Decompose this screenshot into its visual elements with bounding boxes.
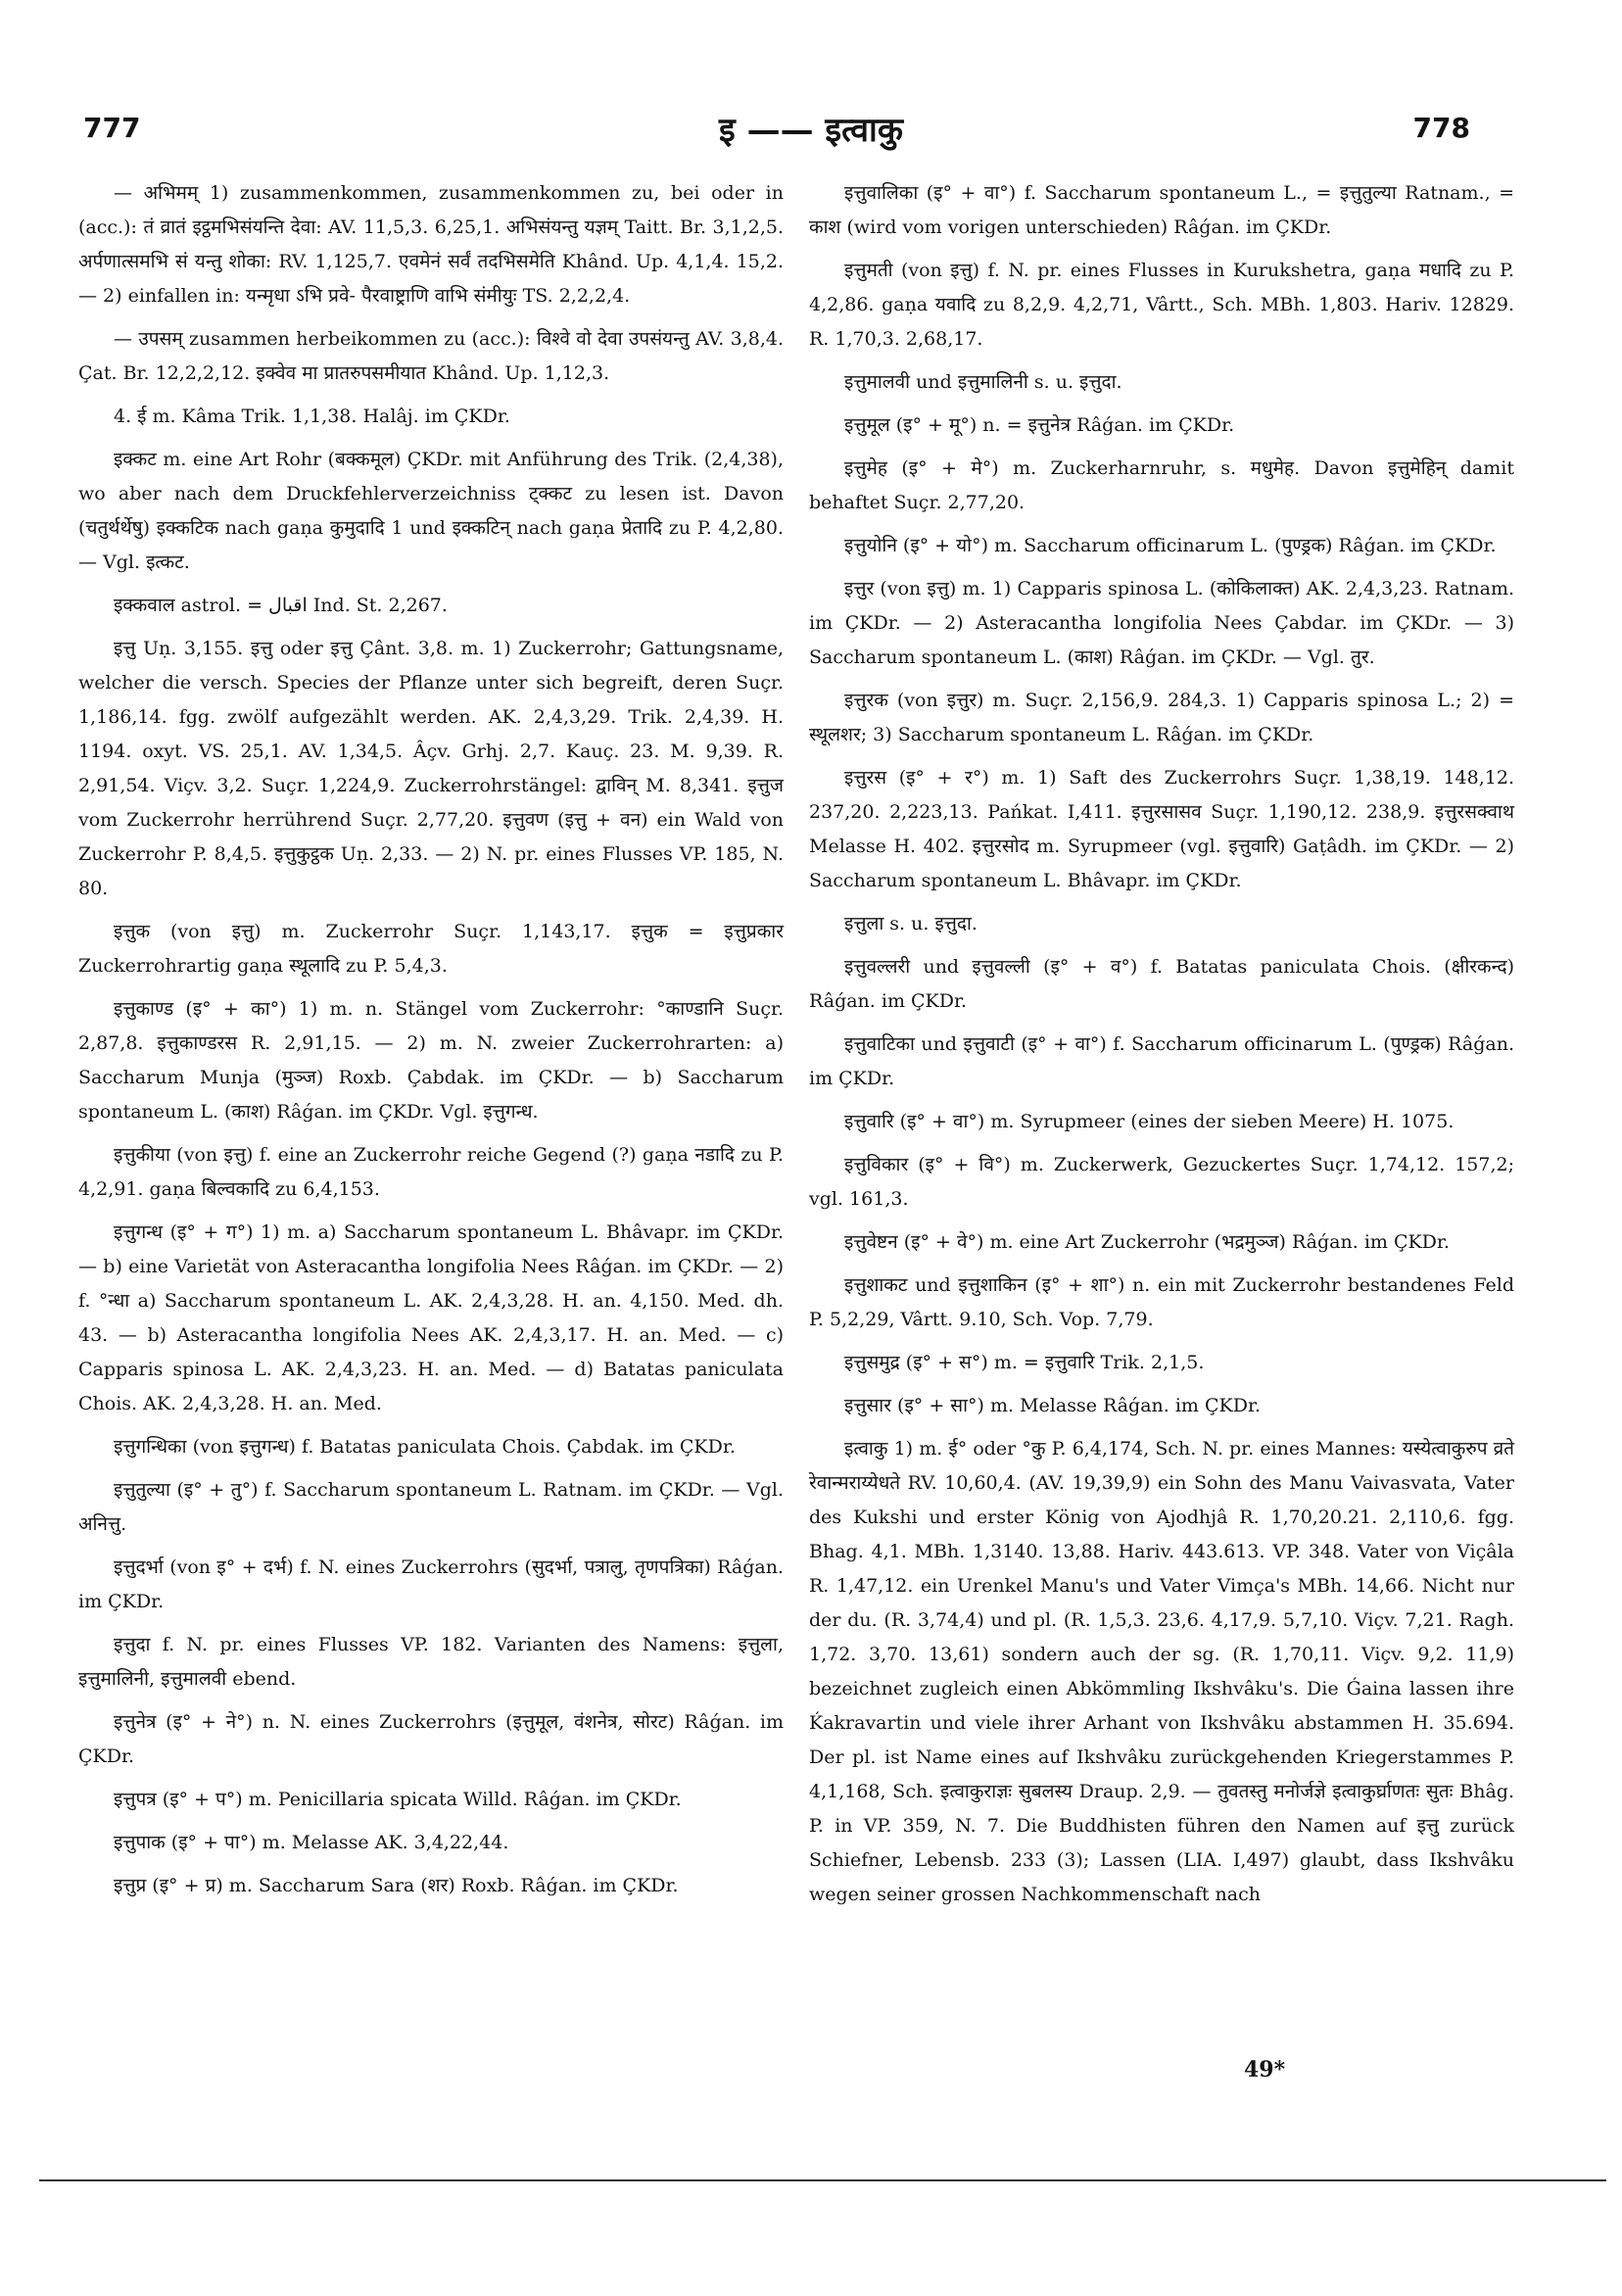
dictionary-entry: इत्तुविकार (इ° + वि°) m. Zuckerwerk, Gezuckertes Suçr. 1,74,12. 157,2; vgl. 161,3.	[809, 1154, 1514, 1210]
dictionary-entry: इत्तुप्र (इ° + प्र) m. Saccharum Sara (शर) Roxb. Râǵan. im ÇKDr.	[114, 1875, 679, 1896]
dictionary-entry: इत्तुनेत्र (इ° + ने°) n. N. eines Zuckerrohrs (इत्तुमूल, वंशनेत्र, सोरट) Râǵan. im ÇKDr.	[78, 1711, 784, 1767]
footer-rule	[39, 2179, 1606, 2181]
dictionary-entry: इक्कवाल astrol. = اقبال Ind. St. 2,267.	[114, 595, 448, 616]
dictionary-entry: इत्तुवालिका (इ° + वा°) f. Saccharum spontaneum L., = इत्तुतुल्या Ratnam., = काश (wird vom vorigen unterschieden) Râǵan. im ÇKDr.	[809, 182, 1514, 238]
dictionary-entry: इत्तुशाकट und इत्तुशाकिन (इ° + शा°) n. ein mit Zuckerrohr bestandenes Feld P. 5,2,29, Vârtt. 9.10, Sch. Vop. 7,79.	[809, 1274, 1514, 1330]
dictionary-entry: इत्वाकु 1) m. ई° oder °कु P. 6,4,174, Sch. N. pr. eines Mannes: यस्येत्वाकुरुप व्रते रेवान्मराय्येधते RV. 10,60,4. (AV. 19,39,9) ein Sohn des Manu Vaivasvata, Vater des Kukshi und erster König von Ajodhjâ R. 1,70,20.21. 2,110,6. fgg. Bhag. 4,1. MBh. 1,3140. 13,88. Hariv. 443.613. VP. 348. Vater von Viçâla R. 1,47,12. ein Urenkel Manu's und Vater Vimça's MBh. 14,66. Nicht nur der du. (R. 3,74,4) und pl. (R. 1,5,3. 23,6. 4,17,9. 5,7,10. Viçv. 7,21. Ragh. 1,72. 3,70. 13,61) sondern auch der sg. (R. 1,70,11. Viçv. 9,2. 11,9) bezeichnet zugleich einen Abkömmling Ikshvâku's. Die Ǵaina lassen ihre Ḱakravartin und viele ihrer Arhant von Ikshvâku abstammen H. 35.694. Der pl. ist Name eines auf Ikshvâku zurückgehenden Kriegerstammes P. 4,1,168, Sch. इत्वाकुराज्ञः सुबलस्य Draup. 2,9. — तुवतस्तु मनोर्जज्ञे इत्वाकुर्घ्राणतः सुतः Bhâg. P. in VP. 359, N. 7. Die Buddhisten führen den Namen auf इत्तु zurück Schiefner, Lebensb. 233 (3); Lassen (LIA. I,497) glaubt, dass Ikshvâku wegen seiner grossen Nachkommenschaft nach	[809, 1438, 1514, 1905]
dictionary-entry: इत्तुगन्ध (इ° + ग°) 1) m. a) Saccharum spontaneum L. Bhâvapr. im ÇKDr. — b) eine Varietät von Asteracantha longifolia Nees Râǵan. im ÇKDr. — 2) f. °न्धा a) Saccharum spontaneum L. AK. 2,4,3,28. H. an. 4,150. Med. dh. 43. — b) Asteracantha longifolia Nees AK. 2,4,3,17. H. an. Med. — c) Capparis spinosa L. AK. 2,4,3,23. H. an. Med. — d) Batatas paniculata Chois. AK. 2,4,3,28. H. an. Med.	[78, 1221, 784, 1414]
dictionary-entry: — उपसम् zusammen herbeikommen zu (acc.): विश्वे वो देवा उपसंयन्तु AV. 3,8,4. Çat. Br. 12,2,2,12. इक्वेव मा प्रातरुपसमीयात Khând. Up. 1,12,3.	[78, 328, 784, 384]
dictionary-entry: इत्तुला s. u. इत्तुदा.	[844, 913, 978, 934]
dictionary-entry: इत्तुकाण्ड (इ° + का°) 1) m. n. Stängel vom Zuckerrohr: °काण्डानि Suçr. 2,87,8. इत्तुकाण्डरस R. 2,91,15. — 2) m. N. zweier Zuckerrohrarten: a) Saccharum Munja (मुञ्ज) Roxb. Çabdak. im ÇKDr. — b) Saccharum spontaneum L. (काश) Râǵan. im ÇKDr. Vgl. इत्तुगन्ध.	[78, 998, 784, 1123]
dictionary-entry: इत्तुयोनि (इ° + यो°) m. Saccharum officinarum L. (पुण्ड्रक) Râǵan. im ÇKDr.	[844, 535, 1497, 556]
dictionary-entry: इत्तुवेष्टन (इ° + वे°) m. eine Art Zuckerrohr (भद्रमुञ्ज) Râǵan. im ÇKDr.	[844, 1231, 1450, 1253]
dictionary-entry: — अभिमम् 1) zusammenkommen, zusammenkommen zu, bei oder in (acc.): तं व्रातं इट्ठमभिसंयन्ति देवा: AV. 11,5,3. 6,25,1. अभिसंयन्तु यज्ञम् Taitt. Br. 3,1,2,5. अर्पणात्समभि सं यन्तु शोका: RV. 1,125,7. एवमेनं सर्वं तदभिसमेति Khând. Up. 4,1,4. 15,2. — 2) einfallen in: यन्मृधा ऽभि प्रवे- पैरवाष्ट्राणि वाभि संमीयुः TS. 2,2,2,4.	[78, 182, 784, 307]
dictionary-entry: इत्तुर (von इत्तु) m. 1) Capparis spinosa L. (कोकिलाक्त) AK. 2,4,3,23. Ratnam. im ÇKDr. — 2) Asteracantha longifolia Nees Çabdar. im ÇKDr. — 3) Saccharum spontaneum L. (काश) Râǵan. im ÇKDr. — Vgl. तुर.	[809, 578, 1514, 668]
dictionary-entry: इत्तुकीया (von इत्तु) f. eine an Zuckerrohr reiche Gegend (?) gaṇa नडादि zu P. 4,2,91. gaṇa बिल्वकादि zu 6,4,153.	[78, 1144, 784, 1200]
dictionary-entry: इत्तुमेह (इ° + मे°) m. Zuckerharnruhr, s. मधुमेह. Davon इत्तुमेहिन् damit behaftet Suçr. 2,77,20.	[809, 457, 1514, 513]
dictionary-entry: इत्तुपत्र (इ° + प°) m. Penicillaria spicata Willd. Râǵan. im ÇKDr.	[114, 1789, 682, 1810]
dictionary-entry: इत्तुपाक (इ° + पा°) m. Melasse AK. 3,4,22,44.	[114, 1832, 509, 1853]
dictionary-entry: इत्तु Uṇ. 3,155. इत्तु oder इत्तु Çânt. 3,8. m. 1) Zuckerrohr; Gattungsname, welcher die versch. Species der Pflanze unter sich begreift, deren Suçr. 1,186,14. fgg. zwölf aufgezählt werden. AK. 2,4,3,29. Trik. 2,4,39. H. 1194. oxyt. VS. 25,1. AV. 1,34,5. Âçv. Grhj. 2,7. Kauç. 23. M. 9,39. R. 2,91,54. Viçv. 3,2. Suçr. 1,224,9. Zuckerrohrstängel: द्वाविन् M. 8,341. इत्तुज vom Zuckerrohr herrührend Suçr. 2,77,20. इत्तुवण (इत्तु + वन) ein Wald von Zuckerrohr P. 8,4,5. इत्तुकुट्ठक Uṇ. 2,33. — 2) N. pr. eines Flusses VP. 185, N. 80.	[78, 638, 784, 899]
dictionary-entry: इत्तुमूल (इ° + मू°) n. = इत्तुनेत्र Râǵan. im ÇKDr.	[844, 414, 1235, 436]
dictionary-entry: इत्तुवल्लरी und इत्तुवल्ली (इ° + व°) f. Batatas paniculata Chois. (क्षीरकन्द) Râǵan. im ÇKDr.	[809, 956, 1514, 1012]
dictionary-entry: इत्तुदर्भा (von इ° + दर्भ) f. N. eines Zuckerrohrs (सुदर्भा, पत्रालु, तृणपत्रिका) Râǵan. im ÇKDr.	[78, 1556, 784, 1612]
dictionary-entry: इत्तुवाटिका und इत्तुवाटी (इ° + वा°) f. Saccharum officinarum L. (पुण्ड्रक) Râǵan. im ÇKDr.	[809, 1033, 1514, 1089]
dictionary-entry: इत्तुरस (इ° + र°) m. 1) Saft des Zuckerrohrs Suçr. 1,38,19. 148,12. 237,20. 2,223,13. Pańkat. I,411. इत्तुरसासव Suçr. 1,190,12. 238,9. इत्तुरसक्वाथ Melasse H. 402. इत्तुरसोद m. Syrupmeer (vgl. इत्तुवारि) Gaṭâdh. im ÇKDr. — 2) Saccharum spontaneum L. Bhâvapr. im ÇKDr.	[809, 767, 1514, 891]
left-column	[78, 176, 784, 1912]
dictionary-entry: इत्तुक (von इत्तु) m. Zuckerrohr Suçr. 1,143,17. इत्तुक = इत्तुप्रकार Zuckerrohrartig gaṇa स्थूलादि zu P. 5,4,3.	[78, 921, 784, 977]
dictionary-entry: इत्तुरक (von इत्तुर) m. Suçr. 2,156,9. 284,3. 1) Capparis spinosa L.; 2) = स्थूलशर; 3) Saccharum spontaneum L. Râǵan. im ÇKDr.	[809, 690, 1514, 745]
running-head: इ —— इत्वाकु	[719, 111, 903, 150]
dictionary-entry: इत्तुदा f. N. pr. eines Flusses VP. 182. Varianten des Namens: इत्तुला, इत्तुमालिनी, इत्तुमालवी ebend.	[78, 1634, 784, 1690]
dictionary-entry: 4. ई m. Kâma Trik. 1,1,38. Halâj. im ÇKDr.	[114, 406, 510, 427]
dictionary-entry: इत्तुसमुद्र (इ° + स°) m. = इत्तुवारि Trik. 2,1,5.	[844, 1352, 1205, 1373]
dictionary-entry: इत्तुमालवी und इत्तुमालिनी s. u. इत्तुदा.	[844, 371, 1122, 393]
page-number-right: 778	[1412, 112, 1470, 144]
dictionary-entry: इत्तुतुल्या (इ° + तु°) f. Saccharum spontaneum L. Ratnam. im ÇKDr. — Vgl. अनित्तु.	[78, 1479, 784, 1535]
dictionary-entry: इक्कट m. eine Art Rohr (बक्कमूल) ÇKDr. mit Anführung des Trik. (2,4,38), wo aber nach dem Druckfehlerverzeichniss ट्क्कट zu lesen ist. Davon (चतुर्थर्थेषु) इक्कटिक nach gaṇa कुमुदादि 1 und इक्कटिन् nach gaṇa प्रेतादि zu P. 4,2,80. — Vgl. इत्कट.	[78, 449, 784, 573]
dictionary-entry: इत्तुमती (von इत्तु) f. N. pr. eines Flusses in Kurukshetra, gaṇa मधादि zu P. 4,2,86. gaṇa यवादि zu 8,2,9. 4,2,71, Vârtt., Sch. MBh. 1,803. Hariv. 12829. R. 1,70,3. 2,68,17.	[809, 260, 1514, 350]
dictionary-entry: इत्तुगन्धिका (von इत्तुगन्ध) f. Batatas paniculata Chois. Çabdak. im ÇKDr.	[114, 1436, 736, 1458]
page-header	[0, 106, 1622, 165]
dictionary-entry: इत्तुसार (इ° + सा°) m. Melasse Râǵan. im ÇKDr.	[844, 1395, 1261, 1416]
page-number-left: 777	[83, 112, 141, 144]
dictionary-entry: इत्तुवारि (इ° + वा°) m. Syrupmeer (eines der sieben Meere) H. 1075.	[844, 1111, 1455, 1132]
right-column	[809, 176, 1514, 1921]
signature-mark: 49*	[1244, 2057, 1286, 2082]
